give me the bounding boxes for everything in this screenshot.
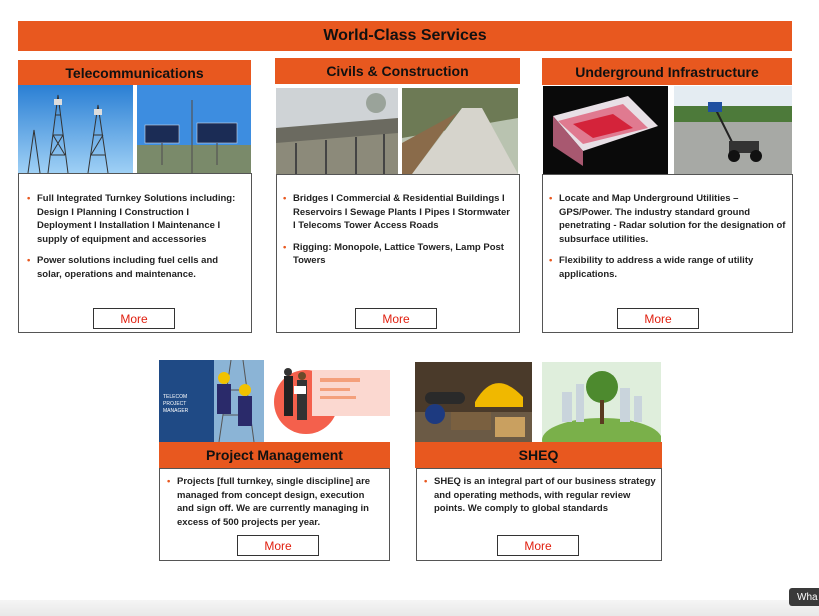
civils-title: Civils & Construction xyxy=(326,63,469,79)
chat-widget-button[interactable] xyxy=(789,588,819,606)
business-people-image xyxy=(272,362,390,442)
page-banner xyxy=(18,21,792,51)
list-item: • Flexibility to address a wide range of utility applications. xyxy=(549,254,786,281)
access-road-image xyxy=(402,88,518,174)
banner-title: World-Class Services xyxy=(323,27,487,44)
project-bullet-list xyxy=(167,475,383,537)
underground-title: Underground Infrastructure xyxy=(575,63,759,80)
telecom-bullet-list xyxy=(27,192,242,289)
underground-header xyxy=(542,58,792,85)
image-caption: TELECOM PROJECT MANAGER xyxy=(163,394,189,414)
more-label: More xyxy=(382,311,410,326)
list-item: • Bridges I Commercial & Residential Buildings I Reservoirs I Sewage Plants I Pipes I Stormwater I Telecoms Tower Access Roads xyxy=(283,192,513,233)
bridge-construction-image xyxy=(276,88,398,174)
page-footer-bar xyxy=(0,600,819,616)
more-label: More xyxy=(644,311,672,326)
list-item: • Rigging: Monopole, Lattice Towers, Lamp Post Towers xyxy=(283,241,513,268)
list-item: • Power solutions including fuel cells and solar, operations and maintenance. xyxy=(27,254,242,281)
radar-scan-image xyxy=(543,86,668,174)
sheq-title: SHEQ xyxy=(518,447,559,463)
telecom-tower-image xyxy=(18,85,133,173)
city-globe-image xyxy=(542,362,661,442)
telecom-title: Telecommunications xyxy=(65,64,204,81)
solar-panel-image xyxy=(137,85,251,173)
sheq-header xyxy=(415,442,662,468)
project-more-button[interactable] xyxy=(237,535,319,556)
telecom-more-button[interactable] xyxy=(93,308,175,329)
list-item: • Locate and Map Underground Utilities – GPS/Power. The industry standard ground penetrating - Radar solution for the designation of subsurface utilities. xyxy=(549,192,786,246)
sheq-bullet-list xyxy=(424,475,656,524)
underground-bullet-list xyxy=(549,192,786,289)
telecom-header xyxy=(18,60,251,85)
more-label: More xyxy=(120,311,148,326)
chat-widget-label: Wha xyxy=(797,591,818,603)
project-header xyxy=(159,442,390,468)
civils-bullet-list xyxy=(283,192,513,276)
project-title: Project Management xyxy=(206,447,343,463)
telecom-workers-image xyxy=(159,360,264,442)
radar-cart-image xyxy=(674,86,792,174)
list-item: • Projects [full turnkey, single discipline] are managed from concept design, execution and sign off. We are currently managing in excess of 500 projects per year. xyxy=(167,475,383,529)
list-item: • SHEQ is an integral part of our business strategy and operating methods, with regular review points. We comply to global standards xyxy=(424,475,656,516)
more-label: More xyxy=(524,538,552,553)
sheq-more-button[interactable] xyxy=(497,535,579,556)
underground-more-button[interactable] xyxy=(617,308,699,329)
civils-header xyxy=(275,58,520,84)
safety-gear-image xyxy=(415,362,532,442)
more-label: More xyxy=(264,538,292,553)
civils-more-button[interactable] xyxy=(355,308,437,329)
list-item: • Full Integrated Turnkey Solutions including: Design I Planning I Construction I Deployment I Installation I Maintenance I supply of equipment and accessories xyxy=(27,192,242,246)
